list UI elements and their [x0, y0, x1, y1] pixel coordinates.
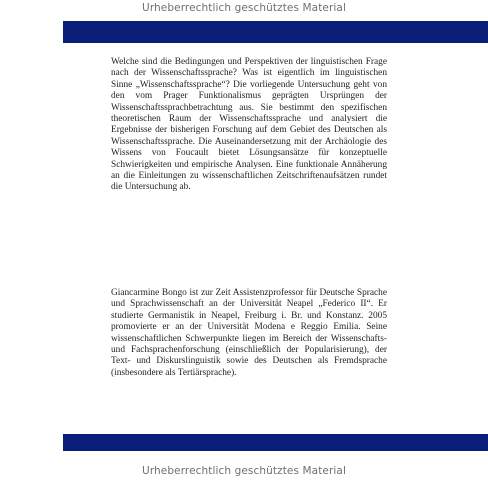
watermark-bottom: Urheberrechtlich geschütztes Material: [142, 465, 346, 477]
author-bio-paragraph: Giancarmine Bongo ist zur Zeit Assistenzprofessor für Deutsche Sprache und Sprachwissenschaft an der Universität Neapel „Federico II“. Er studierte Germanistik in Neapel, Freiburg i. Br. und Konstanz. 2005 promovierte er an der Universität Modena e Reggio Emilia. Seine wissenschaftlichen Schwerpunkte liegen im Bereich der Wissenschafts- und Fachsprachenforschung (einschließlich der Popularisierung), der Text- und Diskurslinguistik sowie des Deutschen als Fremdsprache (insbesondere als Tertiärsprache).: [111, 288, 387, 378]
watermark-top: Urheberrechtlich geschütztes Material: [142, 2, 346, 14]
header-color-band: [63, 21, 488, 43]
abstract-paragraph: Welche sind die Bedingungen und Perspektiven der linguistischen Frage nach der Wissenschaftssprache? Was ist eigentlich im linguistischen Sinne „Wissenschaftssprache“? Die vorliegende Untersuchung geht von den vom Prager Funktionalismus geprägten Ursprüngen der Wissenschaftssprachbetrachtung aus. Sie bestimmt den spezifischen theoretischen Raum der Wissenschaftssprache und analysiert die Ergebnisse der bisherigen Forschung auf dem Gebiet des Deutschen als Wissenschaftssprache. Die Auseinandersetzung mit der Archäologie des Wissens von Foucault bietet Lösungsansätze für konzeptuelle Schwierigkeiten und empirische Analysen. Eine funktionale Annäherung an die Einleitungen zu wissenschaftlichen Zeitschriftenaufsätzen rundet die Untersuchung ab.: [111, 57, 387, 193]
footer-color-band: [63, 434, 488, 451]
